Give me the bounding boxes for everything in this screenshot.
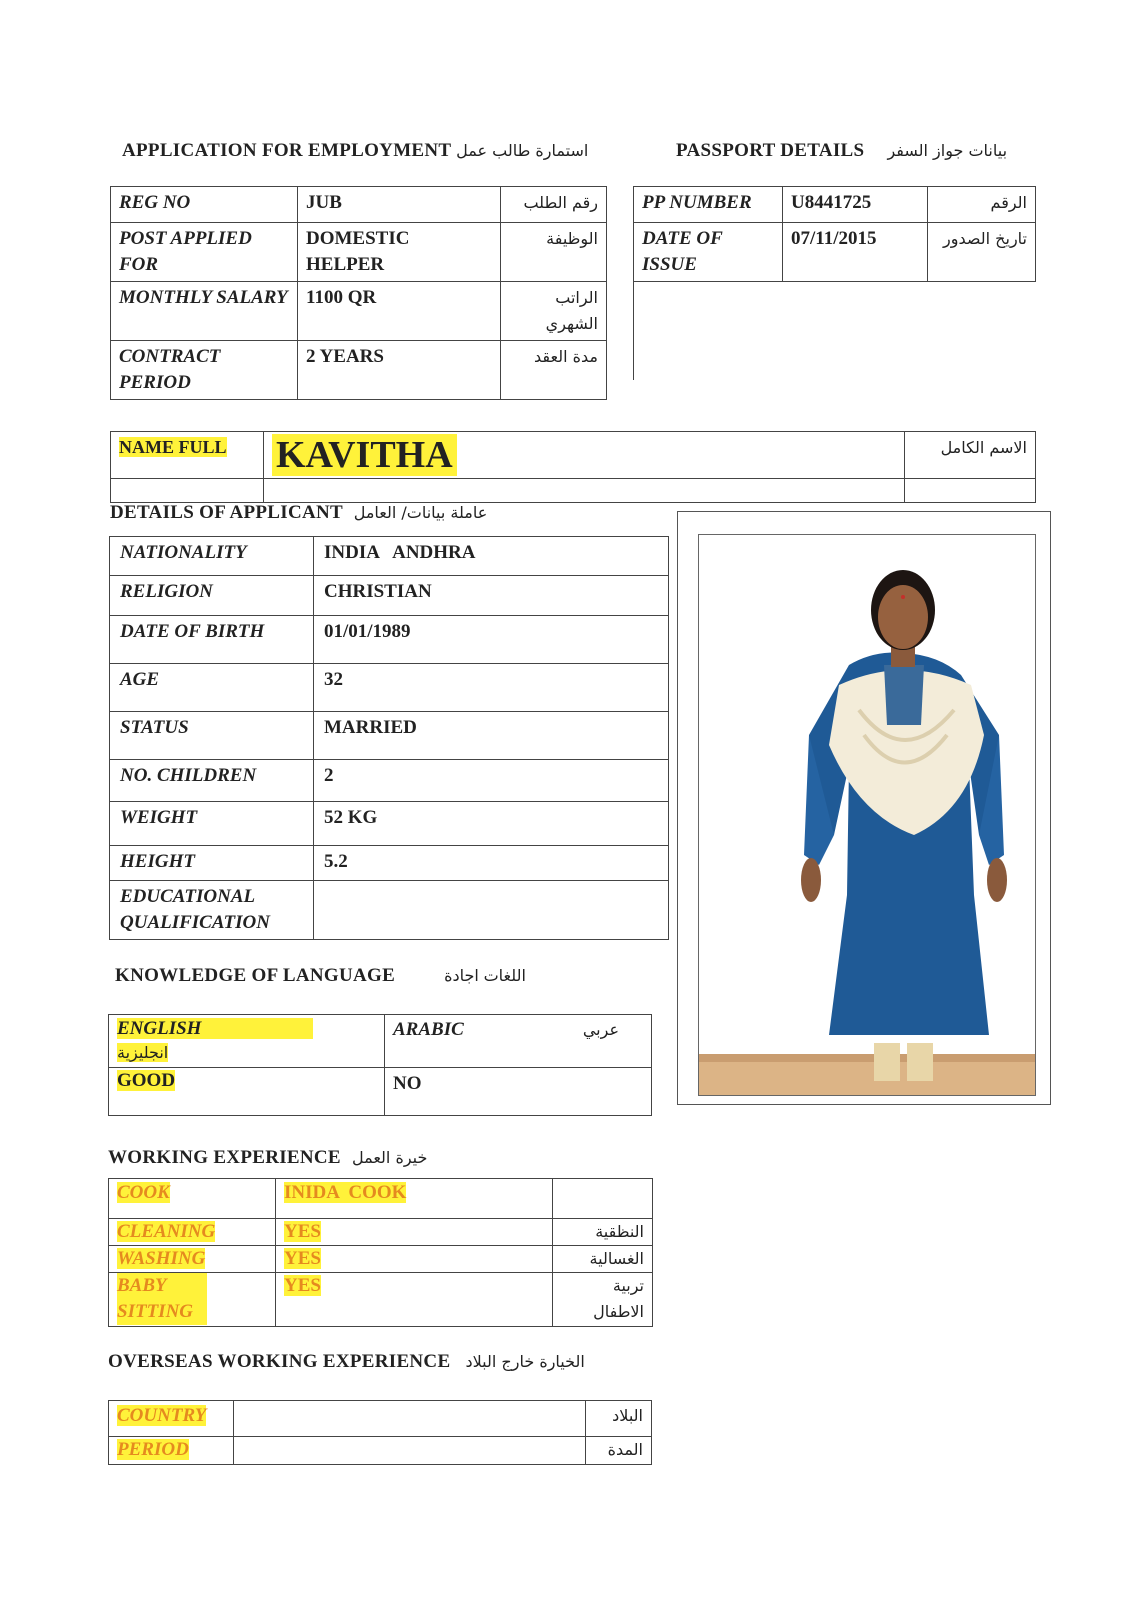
- overseas-title-ar: الخيارة خارج البلاد: [465, 1352, 585, 1371]
- language-title-ar2: اجادة: [444, 966, 479, 985]
- country-value: [234, 1401, 586, 1437]
- table-row: [109, 1179, 653, 1219]
- religion-label: RELIGION: [110, 576, 314, 616]
- period-value: [234, 1437, 586, 1465]
- baby-sitting-label-cell: [109, 1273, 276, 1327]
- period-ar: المدة: [586, 1437, 652, 1465]
- cook-label-cell: [109, 1179, 276, 1219]
- details-title: DETAILS OF APPLICANT: [110, 502, 343, 523]
- passport-title-ar: بيانات جواز السفر: [887, 141, 1008, 160]
- table-row: [110, 881, 669, 940]
- dob-value: 01/01/1989: [314, 616, 669, 664]
- reg-no-ar: رقم الطلب: [501, 187, 607, 223]
- religion-value: CHRISTIAN: [314, 576, 669, 616]
- experience-title: WORKING EXPERIENCE: [108, 1147, 341, 1168]
- passport-heading: [676, 140, 1007, 162]
- washing-value: YES: [284, 1248, 321, 1269]
- washing-label: WASHING: [117, 1248, 206, 1269]
- reg-no-value: JUB: [298, 187, 501, 223]
- table-row: [109, 1015, 652, 1068]
- date-of-issue-label: DATE OF ISSUE: [634, 223, 783, 282]
- applicant-photo-image: [699, 535, 1035, 1095]
- table-row: [109, 1401, 652, 1437]
- cook-value: INIDA COOK: [284, 1182, 407, 1203]
- nationality-label: NATIONALITY: [110, 537, 314, 576]
- nationality-value: INDIA ANDHRA: [314, 537, 669, 576]
- cleaning-value-cell: [276, 1219, 553, 1246]
- children-label: NO. CHILDREN: [110, 760, 314, 802]
- table-row: [110, 712, 669, 760]
- weight-label: WEIGHT: [110, 802, 314, 846]
- cleaning-ar: النظقية: [553, 1219, 653, 1246]
- date-of-issue-ar: تاريخ الصدور: [928, 223, 1036, 282]
- age-label: AGE: [110, 664, 314, 712]
- table-row: [111, 341, 607, 400]
- application-title: APPLICATION FOR EMPLOYMENT: [122, 140, 452, 161]
- passport-title: PASSPORT DETAILS: [676, 140, 865, 161]
- overseas-title: OVERSEAS WORKING EXPERIENCE: [108, 1351, 451, 1372]
- full-name-value: KAVITHA: [272, 434, 457, 476]
- arabic-label: ARABIC: [393, 1019, 464, 1040]
- table-row: [111, 223, 607, 282]
- salary-ar: الراتب الشهري: [501, 282, 607, 341]
- experience-title-ar: خيرة العمل: [351, 1148, 428, 1167]
- date-of-issue-value: 07/11/2015: [783, 223, 928, 282]
- english-label: ENGLISH: [117, 1018, 313, 1039]
- passport-divider: [633, 276, 634, 380]
- status-value: MARRIED: [314, 712, 669, 760]
- dob-label: DATE OF BIRTH: [110, 616, 314, 664]
- application-title-ar: استمارة طالب عمل: [456, 141, 589, 160]
- height-label: HEIGHT: [110, 846, 314, 881]
- baby-sitting-label: BABY SITTING: [117, 1273, 207, 1325]
- experience-heading: [108, 1147, 427, 1169]
- period-label: PERIOD: [117, 1439, 189, 1460]
- applicant-photo-frame: [677, 511, 1051, 1105]
- language-table: [108, 1014, 652, 1116]
- age-value: 32: [314, 664, 669, 712]
- education-label: EDUCATIONAL QUALIFICATION: [110, 881, 314, 940]
- passport-table: [633, 186, 1036, 282]
- washing-label-cell: [109, 1246, 276, 1273]
- language-title: KNOWLEDGE OF LANGUAGE: [115, 965, 396, 986]
- period-label-cell: [109, 1437, 234, 1465]
- table-row: [634, 187, 1036, 223]
- empty-cell: [905, 479, 1036, 503]
- country-ar: البلاد: [586, 1401, 652, 1437]
- washing-ar: الغسالية: [553, 1246, 653, 1273]
- overseas-table: [108, 1400, 652, 1465]
- language-heading: [115, 965, 526, 987]
- contract-ar: مدة العقد: [501, 341, 607, 400]
- table-row: [111, 432, 1036, 479]
- arabic-ar: عربي: [582, 1020, 619, 1039]
- salary-value: 1100 QR: [298, 282, 501, 341]
- applicant-details-table: [109, 536, 669, 940]
- english-ar: انجليزية: [117, 1043, 169, 1062]
- english-cell: [109, 1015, 385, 1068]
- pp-number-label: PP NUMBER: [634, 187, 783, 223]
- cleaning-label: CLEANING: [117, 1221, 216, 1242]
- pp-number-value: U8441725: [783, 187, 928, 223]
- children-value: 2: [314, 760, 669, 802]
- table-row: [109, 1068, 652, 1116]
- contract-value: 2 YEARS: [298, 341, 501, 400]
- contract-label: CONTRACT PERIOD: [111, 341, 298, 400]
- arabic-value: NO: [385, 1068, 652, 1116]
- table-row: [111, 282, 607, 341]
- table-row: [110, 576, 669, 616]
- empty-cell: [111, 479, 264, 503]
- baby-sitting-value-cell: [276, 1273, 553, 1327]
- applicant-photo: [698, 534, 1036, 1096]
- cook-label: COOK: [117, 1182, 170, 1203]
- table-row: [110, 664, 669, 712]
- table-row: [109, 1437, 652, 1465]
- country-label-cell: [109, 1401, 234, 1437]
- baby-sitting-ar: تربية الاطفال: [553, 1273, 653, 1327]
- experience-table: [108, 1178, 653, 1327]
- details-heading: [110, 502, 487, 524]
- application-heading: [122, 140, 588, 162]
- cleaning-value: YES: [284, 1221, 321, 1242]
- table-row: [109, 1246, 653, 1273]
- status-label: STATUS: [110, 712, 314, 760]
- table-row: [109, 1273, 653, 1327]
- post-applied-value: DOMESTIC HELPER: [298, 223, 501, 282]
- table-row: [110, 802, 669, 846]
- reg-no-label: REG NO: [111, 187, 298, 223]
- pp-number-ar: الرقم: [928, 187, 1036, 223]
- post-applied-label: POST APPLIED FOR: [111, 223, 298, 282]
- overseas-heading: [108, 1351, 585, 1373]
- full-name-table: [110, 431, 1036, 503]
- table-row: [110, 616, 669, 664]
- salary-label: MONTHLY SALARY: [111, 282, 298, 341]
- table-row: [111, 479, 1036, 503]
- application-table: [110, 186, 607, 400]
- table-row: [110, 760, 669, 802]
- full-name-label-cell: [111, 432, 264, 479]
- full-name-label: NAME FULL: [119, 437, 227, 457]
- table-row: [634, 223, 1036, 282]
- post-applied-ar: الوظيفة: [501, 223, 607, 282]
- english-value: GOOD: [117, 1070, 176, 1091]
- table-row: [110, 537, 669, 576]
- country-label: COUNTRY: [117, 1405, 207, 1426]
- full-name-ar: الاسم الكامل: [905, 432, 1036, 479]
- baby-sitting-value: YES: [284, 1275, 321, 1296]
- washing-value-cell: [276, 1246, 553, 1273]
- table-row: [110, 846, 669, 881]
- empty-cell: [264, 479, 905, 503]
- language-title-ar: اللغات: [483, 966, 526, 985]
- full-name-value-cell: [264, 432, 905, 479]
- arabic-cell: [385, 1015, 652, 1068]
- table-row: [109, 1219, 653, 1246]
- height-value: 5.2: [314, 846, 669, 881]
- table-row: [111, 187, 607, 223]
- cook-value-cell: [276, 1179, 553, 1219]
- details-title-ar: عاملة بيانات/ العامل: [353, 503, 488, 522]
- weight-value: 52 KG: [314, 802, 669, 846]
- cook-ar: [553, 1179, 653, 1219]
- cleaning-label-cell: [109, 1219, 276, 1246]
- education-value: [314, 881, 669, 940]
- english-value-cell: [109, 1068, 385, 1116]
